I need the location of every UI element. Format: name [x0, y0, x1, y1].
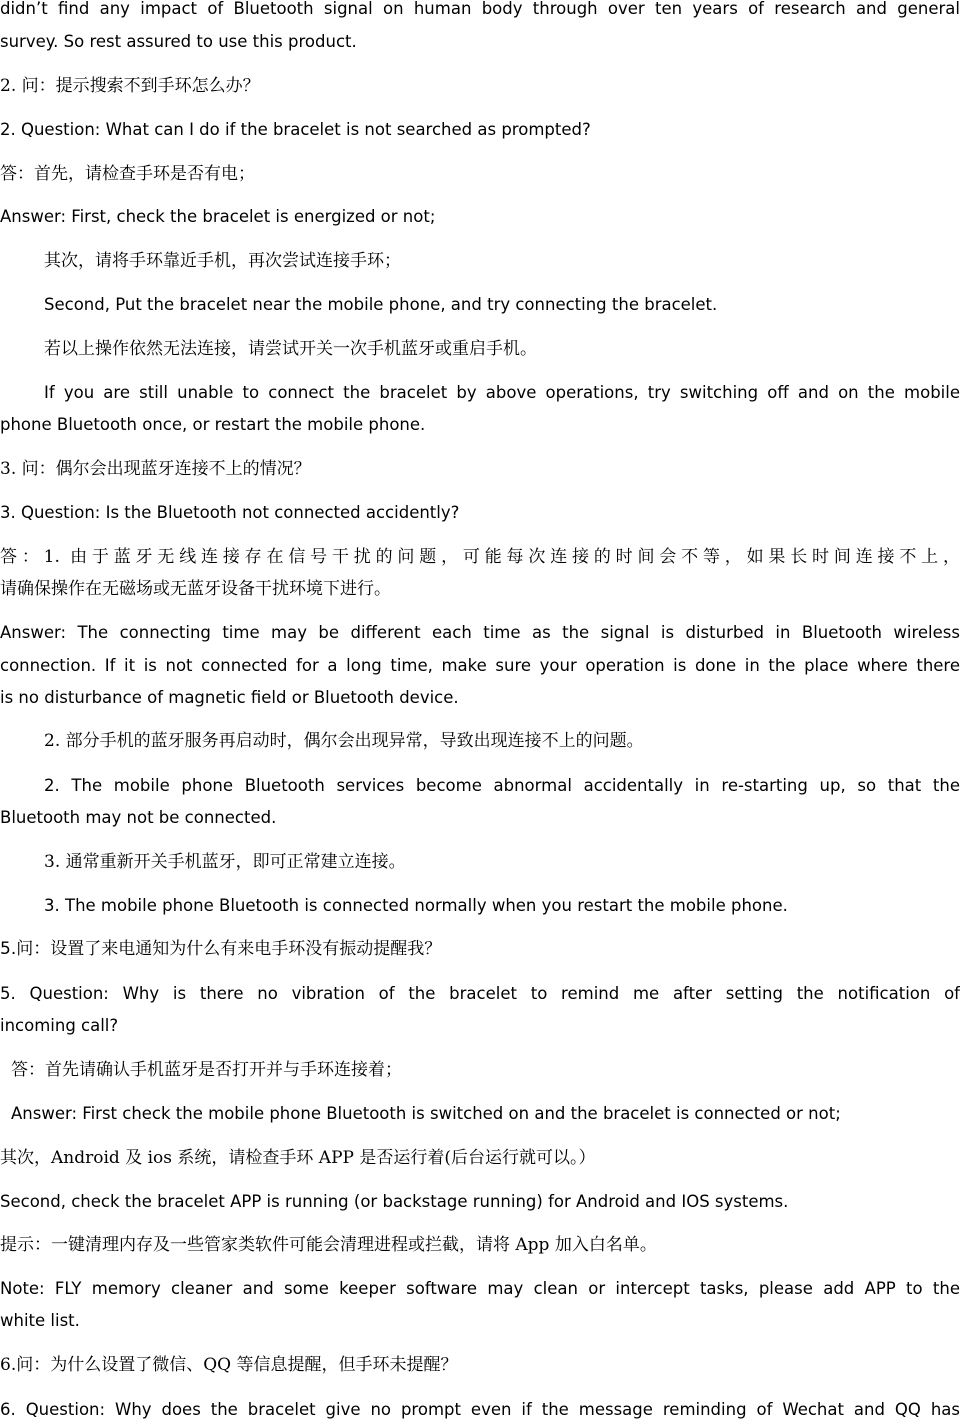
question-heading: 2. Question: What can I do if the bracelet is not searched as prompted?	[0, 120, 591, 139]
answer-line: Answer: First, check the bracelet is energized or not;	[0, 207, 436, 226]
text-line: white list.	[0, 1311, 80, 1330]
text-line: is no disturbance of magnetic field or Bluetooth device.	[0, 688, 459, 707]
question-heading: 6. Question: Why does the bracelet give no prompt even if the message reminding of Wechat and QQ has	[0, 1400, 960, 1419]
note-line: 提示：一键清理内存及一些管家类软件可能会清理进程或拦截，请将 App 加入白名单。	[0, 1235, 657, 1255]
answer-line: 答：首先，请检查手环是否有电；	[0, 164, 255, 184]
answer-line: 答：首先请确认手机蓝牙是否打开并与手环连接着；	[11, 1060, 402, 1080]
text-line: 2. 部分手机的蓝牙服务再启动时，偶尔会出现异常，导致出现连接不上的问题。	[44, 731, 644, 751]
text-line: connection. If it is not connected for a long time, make sure your operation is done in the place where there	[0, 656, 960, 675]
text-line: survey. So rest assured to use this product.	[0, 32, 357, 51]
answer-line: 请确保操作在无磁场或无蓝牙设备干扰环境下进行。	[0, 579, 391, 599]
question-heading: 5. Question: Why is there no vibration of the bracelet to remind me after setting the notification of	[0, 984, 960, 1003]
text-line: 其次，Android 及 ios 系统，请检查手环 APP 是否运行着(后台运行就可以。）	[0, 1148, 596, 1168]
text-line: phone Bluetooth once, or restart the mobile phone.	[0, 415, 426, 434]
question-heading: 3. Question: Is the Bluetooth not connected accidently?	[0, 503, 460, 522]
text-line: If you are still unable to connect the bracelet by above operations, try switching off and on the mobile	[44, 383, 960, 402]
text-line: 2. The mobile phone Bluetooth services become abnormal accidentally in re-starting up, so that the	[44, 776, 960, 795]
answer-line: Answer: First check the mobile phone Bluetooth is switched on and the bracelet is connected or not;	[11, 1104, 841, 1123]
text-line: 其次，请将手环靠近手机，再次尝试连接手环；	[44, 251, 401, 271]
text-line: 若以上操作依然无法连接，请尝试开关一次手机蓝牙或重启手机。	[44, 339, 537, 359]
answer-line: Answer: The connecting time may be different each time as the signal is disturbed in Bluetooth wireless	[0, 623, 960, 642]
question-heading: 6.问：为什么设置了微信、QQ 等信息提醒，但手环未提醒？	[0, 1355, 458, 1375]
answer-line: 答：1. 由于蓝牙无线连接存在信号干扰的问题，可能每次连接的时间会不等，如果长时间连接不上，	[0, 547, 960, 567]
text-line: Bluetooth may not be connected.	[0, 808, 277, 827]
question-heading: 2. 问：提示搜索不到手环怎么办？	[0, 76, 260, 96]
text-line: 3. 通常重新开关手机蓝牙，即可正常建立连接。	[44, 852, 406, 872]
text-line: incoming call?	[0, 1016, 119, 1035]
text-line: Second, check the bracelet APP is running (or backstage running) for Android and IOS systems.	[0, 1192, 789, 1211]
note-line: Note: FLY memory cleaner and some keeper software may clean or intercept tasks, please add APP to the	[0, 1279, 960, 1298]
question-heading: 5.问：设置了来电通知为什么有来电手环没有振动提醒我？	[0, 939, 442, 959]
question-heading: 3. 问：偶尔会出现蓝牙连接不上的情况？	[0, 459, 311, 479]
text-line: 3. The mobile phone Bluetooth is connected normally when you restart the mobile phone.	[44, 896, 788, 915]
text-line: didn’t find any impact of Bluetooth signal on human body through over ten years of research and general	[0, 0, 960, 18]
text-line: Second, Put the bracelet near the mobile phone, and try connecting the bracelet.	[44, 295, 718, 314]
